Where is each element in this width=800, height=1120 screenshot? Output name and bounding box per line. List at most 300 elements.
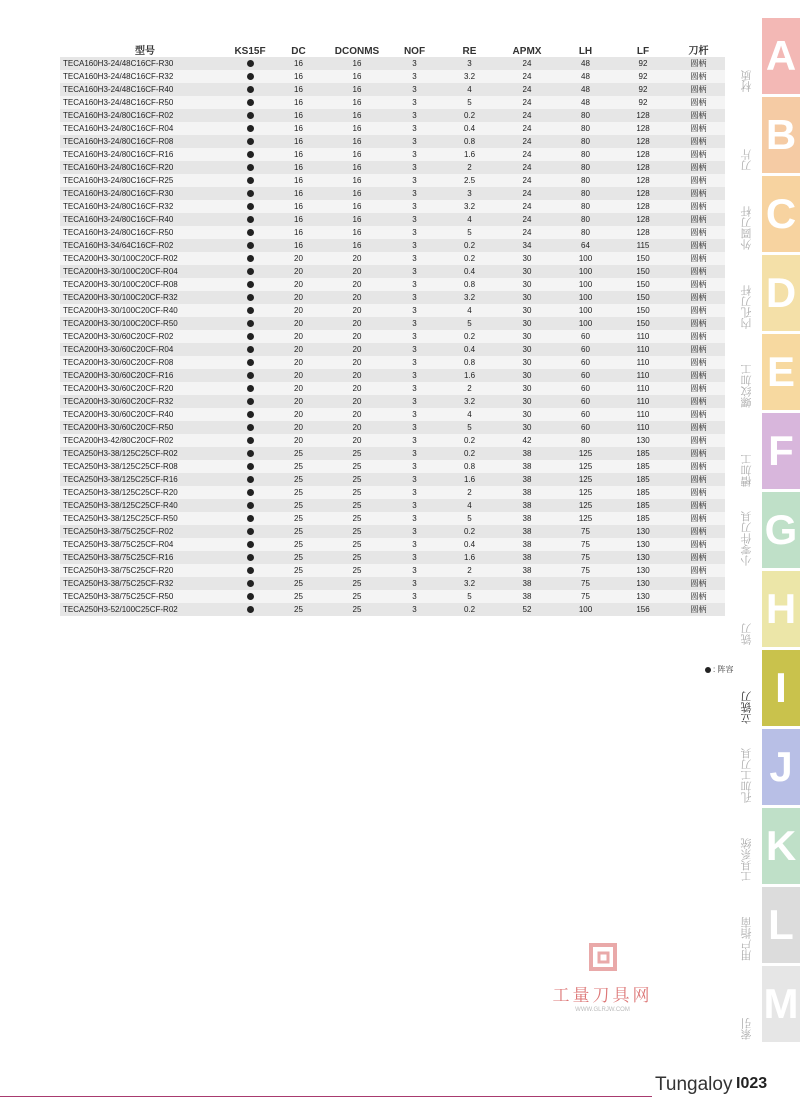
header-dconms: DCONMS: [334, 46, 380, 57]
cell-lh: 64: [557, 239, 614, 252]
cell-re: 3.2: [442, 200, 497, 213]
cell-lf: 150: [614, 291, 672, 304]
cell-nof: 3: [387, 135, 442, 148]
tab-letter: F: [762, 413, 800, 489]
cell-dc: 25: [270, 460, 327, 473]
cell-apmx: 24: [497, 96, 557, 109]
cell-dc: 16: [270, 122, 327, 135]
cell-lf: 110: [614, 369, 672, 382]
tab-label: 内孔刀杆: [741, 285, 753, 329]
cell-model: TECA160H3-34/64C16CF-R02: [60, 239, 230, 252]
stock-dot-icon: [247, 138, 254, 145]
cell-lf: 128: [614, 148, 672, 161]
cell-nof: 3: [387, 434, 442, 447]
cell-shank: 圆柄: [672, 499, 725, 512]
cell-apmx: 24: [497, 226, 557, 239]
tab-l[interactable]: [735, 887, 800, 963]
cell-shank: 圆柄: [672, 603, 725, 616]
cell-model: TECA160H3-24/48C16CF-R40: [60, 83, 230, 96]
stock-dot-icon: [247, 580, 254, 587]
cell-re: 5: [442, 590, 497, 603]
tab-letter: L: [762, 887, 800, 963]
cell-shank: 圆柄: [672, 70, 725, 83]
cell-apmx: 30: [497, 291, 557, 304]
cell-apmx: 30: [497, 356, 557, 369]
cell-dc: 16: [270, 174, 327, 187]
cell-nof: 3: [387, 551, 442, 564]
cell-nof: 3: [387, 577, 442, 590]
table-row: [60, 330, 725, 343]
cell-shank: 圆柄: [672, 460, 725, 473]
cell-nof: 3: [387, 213, 442, 226]
cell-nof: 3: [387, 460, 442, 473]
stock-dot-icon: [247, 73, 254, 80]
cell-shank: 圆柄: [672, 161, 725, 174]
cell-shank: 圆柄: [672, 564, 725, 577]
cell-lf: 150: [614, 317, 672, 330]
cell-lf: 185: [614, 512, 672, 525]
cell-grade: [230, 447, 270, 460]
cell-lh: 75: [557, 538, 614, 551]
cell-dc: 20: [270, 304, 327, 317]
table-header-row: [60, 42, 725, 57]
cell-dconms: 25: [327, 525, 387, 538]
cell-re: 0.2: [442, 330, 497, 343]
tab-j[interactable]: [735, 729, 800, 805]
cell-nof: 3: [387, 382, 442, 395]
cell-model: TECA250H3-38/125C25CF-R08: [60, 460, 230, 473]
cell-shank: 圆柄: [672, 252, 725, 265]
cell-dconms: 20: [327, 304, 387, 317]
cell-shank: 圆柄: [672, 486, 725, 499]
tab-label: 刀片: [741, 149, 753, 171]
cell-shank: 圆柄: [672, 421, 725, 434]
cell-apmx: 42: [497, 434, 557, 447]
cell-re: 4: [442, 83, 497, 96]
cell-dc: 20: [270, 330, 327, 343]
stock-dot-icon: [247, 502, 254, 509]
cell-dc: 16: [270, 187, 327, 200]
cell-nof: 3: [387, 538, 442, 551]
cell-lh: 100: [557, 278, 614, 291]
tab-label: 外圆刀杆: [741, 206, 753, 250]
cell-dconms: 25: [327, 564, 387, 577]
tab-letter: J: [762, 729, 800, 805]
tab-label: 铣刀: [741, 623, 753, 645]
table-row: [60, 564, 725, 577]
stock-dot-icon: [247, 346, 254, 353]
cell-dc: 16: [270, 96, 327, 109]
cell-nof: 3: [387, 161, 442, 174]
cell-lf: 185: [614, 447, 672, 460]
cell-re: 3: [442, 187, 497, 200]
tab-letter: B: [762, 97, 800, 173]
cell-model: TECA160H3-24/80C16CF-R32: [60, 200, 230, 213]
cell-dconms: 16: [327, 213, 387, 226]
cell-re: 1.6: [442, 369, 497, 382]
cell-grade: [230, 174, 270, 187]
cell-lh: 100: [557, 291, 614, 304]
table-row: [60, 369, 725, 382]
stock-dot-icon: [247, 203, 254, 210]
watermark-url: WWW.GLRJW.COM: [575, 1007, 630, 1013]
table-row: [60, 265, 725, 278]
cell-model: TECA200H3-30/100C20CF-R02: [60, 252, 230, 265]
cell-apmx: 24: [497, 187, 557, 200]
cell-lh: 48: [557, 70, 614, 83]
cell-dc: 25: [270, 525, 327, 538]
cell-dconms: 16: [327, 122, 387, 135]
cell-model: TECA160H3-24/48C16CF-R32: [60, 70, 230, 83]
cell-nof: 3: [387, 603, 442, 616]
cell-model: TECA250H3-38/75C25CF-R02: [60, 525, 230, 538]
cell-grade: [230, 109, 270, 122]
cell-dc: 20: [270, 434, 327, 447]
cell-dconms: 20: [327, 382, 387, 395]
cell-apmx: 38: [497, 512, 557, 525]
tab-e[interactable]: [735, 334, 800, 410]
cell-shank: 圆柄: [672, 96, 725, 109]
cell-lh: 80: [557, 200, 614, 213]
cell-model: TECA200H3-30/100C20CF-R04: [60, 265, 230, 278]
cell-shank: 圆柄: [672, 408, 725, 421]
cell-model: TECA250H3-38/75C25CF-R04: [60, 538, 230, 551]
stock-dot-icon: [247, 385, 254, 392]
cell-lf: 110: [614, 382, 672, 395]
tab-h[interactable]: [735, 571, 800, 647]
cell-re: 5: [442, 226, 497, 239]
cell-dc: 16: [270, 70, 327, 83]
cell-dconms: 16: [327, 70, 387, 83]
table-row: [60, 473, 725, 486]
cell-dconms: 25: [327, 499, 387, 512]
cell-model: TECA200H3-30/100C20CF-R32: [60, 291, 230, 304]
cell-dconms: 25: [327, 447, 387, 460]
cell-lh: 125: [557, 512, 614, 525]
stock-dot-icon: [247, 268, 254, 275]
table-row: [60, 226, 725, 239]
stock-dot-icon: [247, 242, 254, 249]
cell-grade: [230, 421, 270, 434]
cell-model: TECA200H3-30/100C20CF-R50: [60, 317, 230, 330]
cell-lh: 80: [557, 122, 614, 135]
tab-d[interactable]: [735, 255, 800, 331]
tab-k[interactable]: [735, 808, 800, 884]
cell-dconms: 20: [327, 330, 387, 343]
cell-lf: 110: [614, 356, 672, 369]
cell-apmx: 30: [497, 252, 557, 265]
cell-apmx: 38: [497, 525, 557, 538]
cell-model: TECA200H3-30/60C20CF-R32: [60, 395, 230, 408]
table-body: [60, 57, 725, 616]
cell-lf: 110: [614, 395, 672, 408]
cell-model: TECA200H3-30/100C20CF-R40: [60, 304, 230, 317]
cell-model: TECA160H3-24/80C16CF-R50: [60, 226, 230, 239]
cell-re: 0.4: [442, 538, 497, 551]
tab-letter: D: [762, 255, 800, 331]
cell-lf: 128: [614, 226, 672, 239]
cell-lf: 130: [614, 564, 672, 577]
cell-lf: 128: [614, 109, 672, 122]
table-row: [60, 57, 725, 70]
cell-model: TECA200H3-30/100C20CF-R08: [60, 278, 230, 291]
cell-lh: 80: [557, 434, 614, 447]
cell-lh: 60: [557, 408, 614, 421]
cell-nof: 3: [387, 291, 442, 304]
cell-model: TECA250H3-38/125C25CF-R02: [60, 447, 230, 460]
tab-label: 用户指南: [741, 917, 753, 961]
cell-dconms: 25: [327, 460, 387, 473]
cell-grade: [230, 317, 270, 330]
cell-apmx: 24: [497, 109, 557, 122]
cell-dc: 25: [270, 590, 327, 603]
cell-shank: 圆柄: [672, 590, 725, 603]
cell-apmx: 30: [497, 343, 557, 356]
table-row: [60, 83, 725, 96]
cell-lh: 75: [557, 577, 614, 590]
table-row: [60, 356, 725, 369]
cell-re: 2: [442, 486, 497, 499]
cell-lh: 100: [557, 317, 614, 330]
table-row: [60, 317, 725, 330]
cell-model: TECA160H3-24/80C16CF-R08: [60, 135, 230, 148]
stock-dot-icon: [247, 463, 254, 470]
cell-dconms: 25: [327, 590, 387, 603]
cell-grade: [230, 148, 270, 161]
cell-apmx: 30: [497, 265, 557, 278]
cell-lf: 110: [614, 408, 672, 421]
cell-re: 4: [442, 408, 497, 421]
cell-lf: 150: [614, 278, 672, 291]
header-shank: 刀杆: [688, 46, 709, 57]
cell-re: 0.4: [442, 122, 497, 135]
cell-lh: 80: [557, 109, 614, 122]
tab-c[interactable]: [735, 176, 800, 252]
cell-dconms: 20: [327, 369, 387, 382]
cell-lf: 156: [614, 603, 672, 616]
tab-f[interactable]: [735, 413, 800, 489]
stock-dot-icon: [247, 541, 254, 548]
cell-re: 3.2: [442, 577, 497, 590]
table-row: [60, 174, 725, 187]
cell-re: 2: [442, 161, 497, 174]
stock-dot-icon: [247, 476, 254, 483]
cell-re: 0.4: [442, 265, 497, 278]
table-row: [60, 291, 725, 304]
cell-grade: [230, 200, 270, 213]
cell-nof: 3: [387, 57, 442, 70]
cell-apmx: 30: [497, 330, 557, 343]
cell-dc: 25: [270, 499, 327, 512]
cell-apmx: 30: [497, 317, 557, 330]
table-row: [60, 486, 725, 499]
cell-dconms: 20: [327, 317, 387, 330]
table-row: [60, 577, 725, 590]
cell-lf: 110: [614, 421, 672, 434]
cell-shank: 圆柄: [672, 278, 725, 291]
cell-lh: 80: [557, 226, 614, 239]
cell-grade: [230, 369, 270, 382]
cell-lh: 125: [557, 486, 614, 499]
cell-apmx: 24: [497, 57, 557, 70]
stock-dot-icon: [247, 359, 254, 366]
tab-i[interactable]: [735, 650, 800, 726]
cell-grade: [230, 382, 270, 395]
cell-grade: [230, 161, 270, 174]
cell-dc: 20: [270, 395, 327, 408]
cell-nof: 3: [387, 447, 442, 460]
cell-dconms: 16: [327, 57, 387, 70]
cell-grade: [230, 408, 270, 421]
tab-label: 工具系统: [741, 838, 753, 882]
cell-dconms: 25: [327, 512, 387, 525]
tab-g[interactable]: [735, 492, 800, 568]
cell-shank: 圆柄: [672, 538, 725, 551]
cell-lh: 75: [557, 551, 614, 564]
cell-apmx: 24: [497, 122, 557, 135]
cell-dconms: 16: [327, 148, 387, 161]
cell-model: TECA160H3-24/48C16CF-R30: [60, 57, 230, 70]
cell-grade: [230, 603, 270, 616]
tab-letter: A: [762, 18, 800, 94]
stock-dot-icon: [247, 177, 254, 184]
cell-dconms: 20: [327, 395, 387, 408]
cell-dc: 25: [270, 564, 327, 577]
cell-nof: 3: [387, 356, 442, 369]
stock-dot-icon: [247, 255, 254, 262]
table-row: [60, 434, 725, 447]
legend: [705, 664, 733, 675]
cell-shank: 圆柄: [672, 57, 725, 70]
cell-nof: 3: [387, 486, 442, 499]
cell-shank: 圆柄: [672, 122, 725, 135]
cell-apmx: 30: [497, 382, 557, 395]
cell-grade: [230, 551, 270, 564]
cell-dconms: 16: [327, 161, 387, 174]
cell-model: TECA160H3-24/80C16CF-R25: [60, 174, 230, 187]
cell-grade: [230, 213, 270, 226]
cell-apmx: 38: [497, 538, 557, 551]
cell-nof: 3: [387, 512, 442, 525]
tab-m[interactable]: [735, 966, 800, 1042]
tab-letter: C: [762, 176, 800, 252]
cell-re: 0.2: [442, 109, 497, 122]
cell-lf: 130: [614, 434, 672, 447]
table-row: [60, 512, 725, 525]
cell-lf: 185: [614, 499, 672, 512]
cell-model: TECA250H3-52/100C25CF-R02: [60, 603, 230, 616]
cell-nof: 3: [387, 252, 442, 265]
cell-lf: 92: [614, 96, 672, 109]
header-model: 型号: [135, 46, 155, 57]
cell-nof: 3: [387, 187, 442, 200]
cell-dconms: 16: [327, 109, 387, 122]
cell-dconms: 16: [327, 83, 387, 96]
cell-model: TECA250H3-38/125C25CF-R40: [60, 499, 230, 512]
cell-grade: [230, 96, 270, 109]
watermark-name: 工量刀具网: [552, 986, 653, 1005]
cell-apmx: 30: [497, 421, 557, 434]
tab-b[interactable]: [735, 97, 800, 173]
cell-shank: 圆柄: [672, 525, 725, 538]
cell-dc: 20: [270, 291, 327, 304]
cell-dc: 16: [270, 226, 327, 239]
cell-re: 5: [442, 96, 497, 109]
cell-grade: [230, 499, 270, 512]
cell-re: 3.2: [442, 70, 497, 83]
cell-dconms: 16: [327, 174, 387, 187]
cell-apmx: 38: [497, 447, 557, 460]
cell-dc: 25: [270, 447, 327, 460]
tab-letter: H: [762, 571, 800, 647]
cell-shank: 圆柄: [672, 551, 725, 564]
header-lf: LF: [636, 46, 650, 57]
table-row: [60, 109, 725, 122]
table-row: [60, 304, 725, 317]
cell-nof: 3: [387, 174, 442, 187]
table-row: [60, 278, 725, 291]
cell-re: 5: [442, 421, 497, 434]
cell-lh: 60: [557, 421, 614, 434]
cell-lf: 92: [614, 57, 672, 70]
cell-apmx: 38: [497, 499, 557, 512]
cell-nof: 3: [387, 278, 442, 291]
table-row: [60, 252, 725, 265]
stock-dot-icon: [247, 424, 254, 431]
cell-shank: 圆柄: [672, 304, 725, 317]
stock-dot-icon: [247, 593, 254, 600]
cell-dconms: 25: [327, 551, 387, 564]
cell-re: 0.2: [442, 239, 497, 252]
tab-a[interactable]: [735, 18, 800, 94]
stock-dot-icon: [247, 320, 254, 327]
cell-dconms: 16: [327, 239, 387, 252]
cell-lh: 48: [557, 96, 614, 109]
cell-apmx: 38: [497, 590, 557, 603]
brand-name: Tungaloy: [655, 1074, 733, 1095]
cell-apmx: 38: [497, 577, 557, 590]
stock-dot-icon: [247, 411, 254, 418]
cell-model: TECA250H3-38/75C25CF-R20: [60, 564, 230, 577]
cell-dc: 16: [270, 57, 327, 70]
cell-re: 0.2: [442, 434, 497, 447]
cell-dconms: 20: [327, 408, 387, 421]
cell-nof: 3: [387, 330, 442, 343]
stock-dot-icon: [247, 60, 254, 67]
cell-lh: 60: [557, 382, 614, 395]
cell-nof: 3: [387, 70, 442, 83]
stock-dot-icon: [247, 528, 254, 535]
cell-nof: 3: [387, 473, 442, 486]
cell-lh: 60: [557, 356, 614, 369]
cell-nof: 3: [387, 226, 442, 239]
cell-dconms: 20: [327, 343, 387, 356]
tab-letter: M: [762, 966, 800, 1042]
table-row: [60, 447, 725, 460]
cell-shank: 圆柄: [672, 395, 725, 408]
cell-lh: 60: [557, 395, 614, 408]
cell-grade: [230, 187, 270, 200]
cell-lf: 150: [614, 252, 672, 265]
cell-nof: 3: [387, 83, 442, 96]
tab-letter: G: [762, 492, 800, 568]
cell-grade: [230, 304, 270, 317]
cell-lf: 128: [614, 135, 672, 148]
cell-lh: 80: [557, 213, 614, 226]
cell-model: TECA160H3-24/80C16CF-R16: [60, 148, 230, 161]
cell-nof: 3: [387, 525, 442, 538]
tab-letter: I: [762, 650, 800, 726]
